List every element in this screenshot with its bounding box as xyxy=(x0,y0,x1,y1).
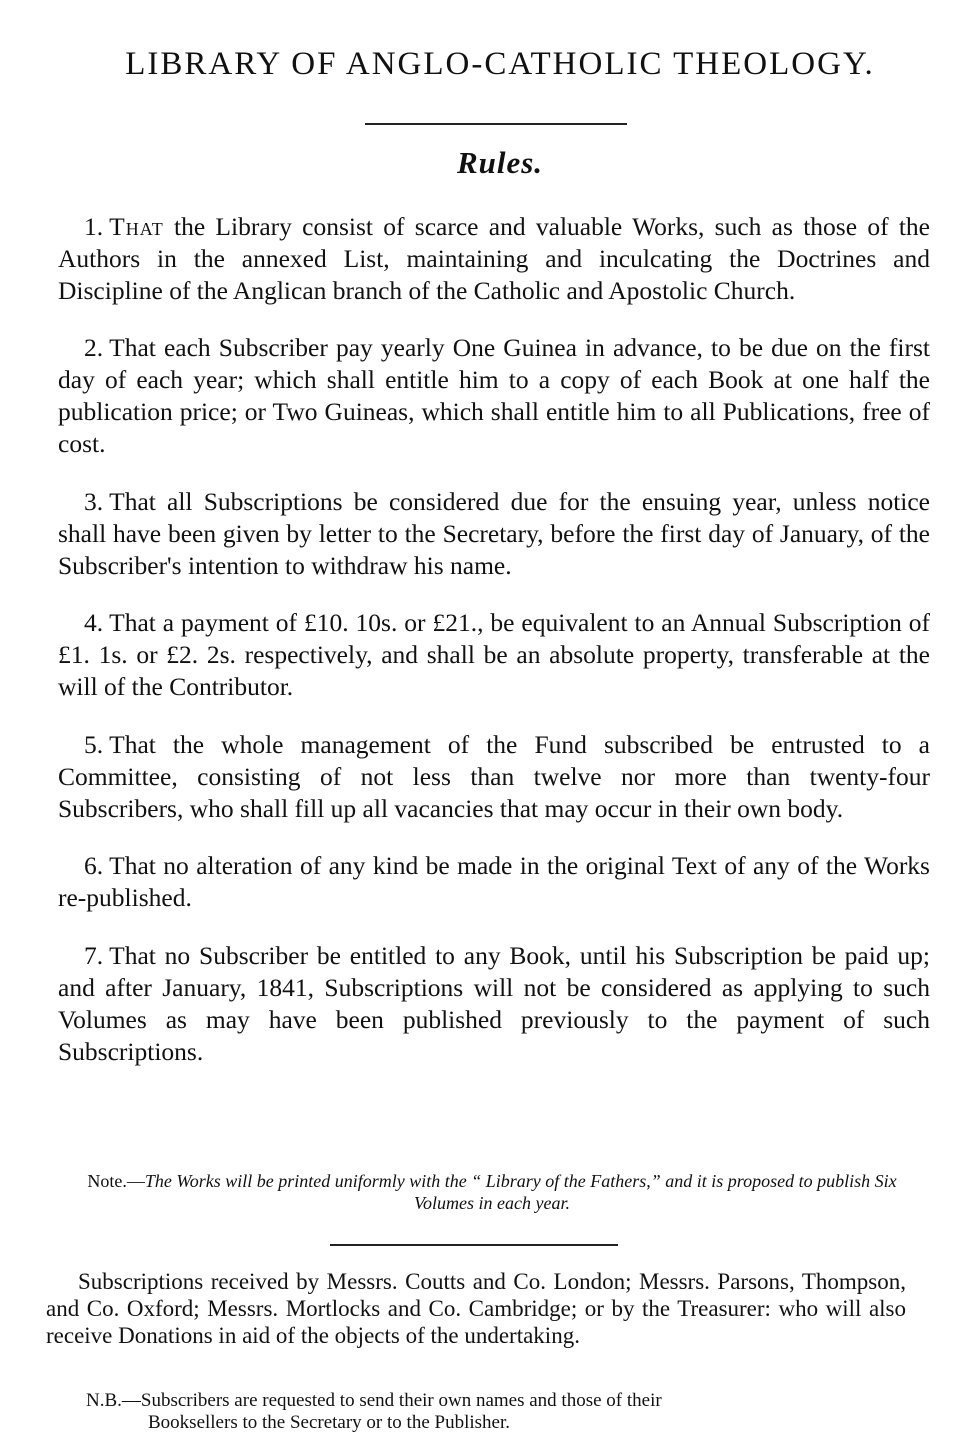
rule-text: That all Subscriptions be considered due for the ensuing year, unless notice shall have been given by letter to the Secretary, before the first day of January, of the Subscriber's intention to withdraw his name. xyxy=(58,486,930,580)
note xyxy=(72,1170,912,1214)
rules-list xyxy=(58,185,930,1078)
rule-text: That each Subscriber pay yearly One Guinea in advance, to be due on the first day of each year; which shall entitle him to a copy of each Book at one half the publication price; or Two Guineas, which shall entitle him to all Publications, free of cost. xyxy=(58,333,930,458)
rule-number: 2. xyxy=(84,333,104,362)
note-label: Note.— xyxy=(87,1171,145,1191)
rules-heading: Rules. xyxy=(456,145,544,180)
rule-text: That a payment of £10. 10s. or £21., be equivalent to an Annual Subscription of £1. 1s. or £2. 2s. respectively, and shall be an absolute property, transferable at the will of the Contributor. xyxy=(58,608,930,701)
rule-number: 7. xyxy=(84,940,104,970)
rule-5 xyxy=(58,729,930,825)
rule-7 xyxy=(58,940,930,1068)
rule-text: That no Subscriber be entitled to any Book, until his Subscription be paid up; and after January, 1841, Subscriptions will not be considered as applying to such Volumes as may have been published previously to the payment of such Subscriptions. xyxy=(58,940,930,1066)
divider xyxy=(365,123,627,125)
rule-2 xyxy=(58,332,930,460)
rule-6 xyxy=(58,850,930,914)
nb-line-2: Booksellers to the Secretary or to the Publisher. xyxy=(148,1412,510,1433)
rule-1 xyxy=(58,211,930,307)
nb-label: N.B.— xyxy=(86,1390,141,1411)
rule-number: 5. xyxy=(84,729,104,759)
nb-line-1: Subscribers are requested to send their own names and those of their xyxy=(140,1390,662,1411)
rule-4 xyxy=(58,607,930,703)
note-text: The Works will be printed uniformly with the “ Library of the Fathers,” and it is proposed to publish Six Volumes in each year. xyxy=(144,1171,897,1213)
subscriptions-paragraph: Subscriptions received by Messrs. Coutts and Co. London; Messrs. Parsons, Thompson, and Co. Oxford; Messrs. Mortlocks and Co. Cambridge; or by the Treasurer: who will also receive Donations in aid of the objects of the undertaking. xyxy=(46,1269,906,1348)
rule-number: 1. xyxy=(84,211,104,241)
nota-bene xyxy=(86,1390,906,1434)
rule-lead: That xyxy=(109,211,164,241)
rule-3 xyxy=(58,486,930,582)
rule-number: 3. xyxy=(84,486,104,516)
rule-text: the Library consist of scarce and valuable Works, such as those of the Authors in the annexed List, maintaining and inculcating the Doctrines and Discipline of the Anglican branch of the Catholic and Apostolic Church. xyxy=(58,211,930,305)
page-title: LIBRARY OF ANGLO-CATHOLIC THEOLOGY. xyxy=(125,46,875,82)
rule-text: That the whole management of the Fund subscribed be entrusted to a Committee, consisting of not less than twelve nor more than twenty-four Subscribers, who shall fill up all vacancies that may occur in their own body. xyxy=(58,729,930,823)
divider xyxy=(330,1244,618,1246)
rule-text: That no alteration of any kind be made in the original Text of any of the Works re-published. xyxy=(58,851,930,912)
rule-number: 4. xyxy=(84,608,104,637)
rule-number: 6. xyxy=(84,851,104,880)
